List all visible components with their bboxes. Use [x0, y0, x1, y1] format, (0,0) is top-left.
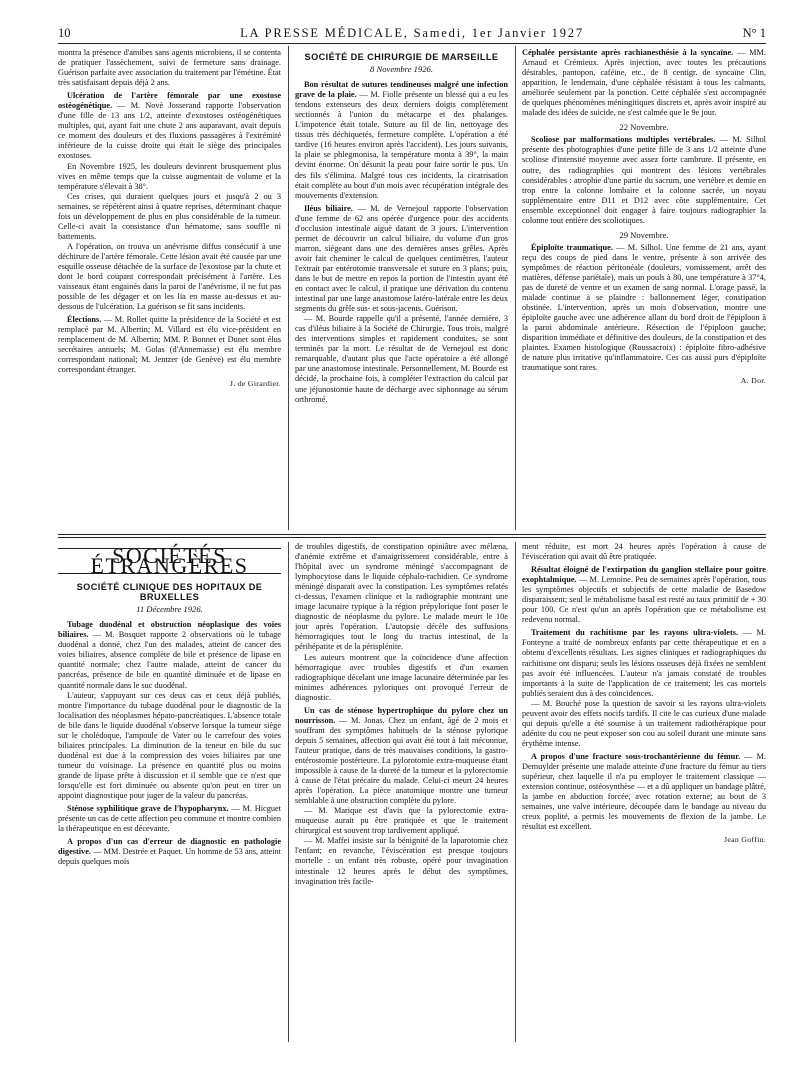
- article-text: — M. Jonas. Chez un enfant, âgé de 2 mois et souffrant des symptômes habituels de la sténose pylorique depuis 5 semaines, affection qui avait été tout à fait méconnue, l'auteur pratique, dans de très mauvaises conditions, la gastro-entérostomie postérieure. La pylorotomie extra-muqueuse étant impossible à cause de la dureté de la tumeur et la pylorectomie à cause de l'état précaire du malade. Celui-ci meurt 24 heures après l'opération. La pièce anatomique montre une tumeur semblable à une obstruction complète du pylore.: [295, 715, 508, 806]
- article-text: — M. Fonteyne a traité de nombreux enfants par cette thérapeutique et en a obtenu d'excellents résultats. Les signes cliniques et radiographiques du rachitisme ont disparu; seuls les lésions osseuses déjà fixées ne semblent pas avoir été influencées. L'auteur n'a jamais constaté de troubles importants à la suite de l'application de ce traitement; les cas mortels publiés seraient dus à des coïncidences.: [522, 628, 766, 698]
- section-title: SOCIÉTÉS ÉTRANGÈRES: [58, 548, 281, 574]
- article-title: Scoliose par malformations multiples vertébrales.: [531, 135, 716, 145]
- article-text: — M. Lemoine. Peu de semaines après l'opération, tous les symptômes objectifs et subjectifs de cette maladie de Basedow disparaissent; seul le métabolisme basal est resté au taux primitif de + 30 pour 100. Ce n'est qu'un an après l'opération que ce métabolisme est redevenu normal.: [522, 575, 766, 625]
- paragraph: — M. Marique est d'avis que la pylorectomie extra-muqueuse aurait pu être pratiquée et que le traitement chirurgical est souvent trop tardivement appliqué.: [295, 806, 508, 836]
- paragraph: — M. Maffei insiste sur la bénignité de la laparotomie chez l'enfant; en revanche, l'éviscération est presque toujours mortelle : un enfant très robuste, opéré pour invagination intestinale 12 heures après le début des symptômes, invagination très facile-: [295, 836, 508, 886]
- article-title: Épiploïte traumatique.: [531, 242, 613, 252]
- article-text: — M. Demuylder présente une malade atteinte d'une fracture du fémur au tiers supérieur, chez laquelle il n'a pu employer le traitement classique — extension continue, ostéosynthèse — et a dû appliquer un bandage plâtré, la jambe en abduction forcée, avec rotation externe; au bout de 3 semaines, une valve intérieure, découpée dans le bandage au niveau du creux poplité, a permis les mouvements de flexion de la jambe. Le résultat est excellent.: [522, 751, 766, 832]
- article-paragraph: [58, 620, 281, 690]
- paragraph: montra la présence d'amibes sans agents microbiens, il se contenta de pratiquer l'assèchement, suivi de fermeture sans drainage. Guérison parfaite avec association du traitement par l'émétine. État très satisfaisant depuis déjà 2 ans.: [58, 48, 281, 88]
- article-text: — M. Bosquet rapporte 2 observations où le tubage duodénal a donné, chez l'un des malades, atteint de cancer des voies biliaires, absence complète de bile et présence de lipase en quantité normale; chez l'autre malade, atteint de cancer du pancréas, présence de bile en quantité diminuée et de lipase en quantité normale dans le suc duodénal.: [58, 630, 281, 690]
- article-text: — M. Hicguet présente un cas de cette affection peu commune et montre combien la thérapeutique en est décevante.: [58, 804, 281, 834]
- paragraph: ment réduite, est mort 24 heures après l'opération à cause de l'éviscération qui avait dû être pratiquée.: [522, 542, 766, 562]
- article-title: Bon résultat de sutures tendineuses malgré une infection grave de la plaie.: [295, 80, 508, 100]
- article-paragraph: [58, 315, 281, 375]
- paragraph: Ces crises, qui duraient quelques jours et jusqu'à 2 ou 3 semaines, se répétèrent ainsi à quatre reprises, déterminant chaque fois un développement de plus en plus considérable de la tumeur. Celle-ci avait la consistance d'un hématome, sans souffle ni battements.: [58, 191, 281, 241]
- column-6: [522, 542, 766, 1042]
- signature: A. Dor.: [740, 376, 766, 386]
- column-divider: [515, 542, 516, 1042]
- signature: Jean Goffin.: [724, 835, 766, 845]
- article-paragraph: [522, 135, 766, 225]
- article-paragraph: [522, 628, 766, 698]
- session-date: 8 Novembre 1926.: [370, 64, 433, 75]
- paragraph: Les auteurs montrent que la coïncidence d'une affection hémorragique avec troubles digestifs et d'un examen radiographique décelant une image lacunaire déterminée par les minimes adhérences pyloriques ont provoqué l'erreur de diagnostic.: [295, 652, 508, 702]
- society-heading: SOCIÉTÉ DE CHIRURGIE DE MARSEILLE: [304, 52, 499, 62]
- article-title: Tubage duodénal et obstruction néoplasique des voies biliaires.: [58, 620, 281, 640]
- article-paragraph: [522, 243, 766, 374]
- article-paragraph: [522, 565, 766, 625]
- article-text: — M. Novè Josserand rapporte l'observation d'une fille de 13 ans 1/2, atteinte d'exostoses ostéogénétiques multiples, qui, ayant fait une chute 2 ans auparavant, avait depuis ce moment des douleurs et des fluxions passagères à l'extrémité inférieure de la cuisse droite qui était le siège des principales exostoses.: [58, 101, 281, 161]
- article-paragraph: [295, 80, 508, 201]
- article-title: Ulcération de l'artère fémorale par une exostose ostéogénétique.: [58, 91, 281, 111]
- article-text: — MM. Arnaud et Crémieux. Après injection, avec toutes les précautions désirables, pantopon, caféine, etc., de 8 centigr. de syncaïne Clin, apparition, le lendemain, d'une céphalée résistant à tous les calmants, améliorée seulement par la ponction. Cette céphalée s'est accompagnée de quelques phénomènes méningitiques discrets et, après avoir inspiré au malade des idées de suicide, ne s'est calmée que le 9e jour.: [522, 48, 766, 118]
- column-1: [58, 48, 281, 530]
- page-header: [58, 26, 766, 42]
- article-text: — M. Rollet quitte la présidence de la Société et est remplacé par M. Albertin; M. Villard est élu vice-président en remplacement de M. Albertin; MM. P. Bonnet et Dunet sont élus secrétaires annuels; M. Golas (d'Annemasse) est élu membre correspondant national; M. Jentzer (de Genève) est élu membre correspondant étranger.: [58, 315, 281, 375]
- article-paragraph: [295, 204, 508, 315]
- session-date: 22 Novembre.: [619, 122, 669, 133]
- journal-title: LA PRESSE MÉDICALE, Samedi, 1er Janvier 1927: [240, 26, 584, 40]
- article-title: Céphalée persistante après rachianesthésie à la syncaïne.: [522, 48, 734, 57]
- signature: J. de Girardier.: [229, 378, 281, 388]
- session-date: 29 Novembre.: [619, 229, 669, 240]
- paragraph: — M. Bouché pose la question de savoir si les rayons ultra-violets peuvent avoir des effets nocifs tardifs. Il cite le cas curieux d'une malade qui depuis qu'elle a été soumise à un traitement radiothérapique pour adénite du cou ne peut exposer son cou au soleil durant une minute sans érythème intense.: [522, 698, 766, 748]
- article-title: Résultat éloigné de l'extirpation du ganglion stellaire pour goitre exophtalmique.: [522, 565, 766, 585]
- paragraph: L'auteur, s'appuyant sur ces deux cas et ceux déjà publiés, montre l'importance du tubage duodénal pour le diagnostic de la localisation des néoplasmes hépato-pancréatiques. L'absence totale de bile dans le liquide duodénal s'observe lorsque la tumeur siège sur le cholédoque, l'ampoule de Vater ou le carrefour des voies biliaires principales. La diminution de la teneur en bile du suc duodénal est due à la compression des voies biliaires par une tumeur du voisinage. La présence en quantité plus ou moins grande de lipase prête à discussion et il semble que ce n'est que lorsqu'elle est fort diminuée ou absente qu'on peut en tirer un appoint diagnostique pour juger de la valeur du pancréas.: [58, 690, 281, 801]
- column-4: [58, 542, 281, 1042]
- article-title: A propos d'une fracture sous-trochantérienne du fémur.: [531, 751, 741, 761]
- article-text: — MM. Destrée et Paquet. Un homme de 53 ans, atteint depuis quelques mois: [58, 847, 281, 867]
- paragraph: A l'opération, on trouva un anévrisme diffus consécutif à une déchirure de l'artère fémorale. Cette lésion avait été causée par une esquille osseuse détachée de la surface de l'exostose par la chute et dont le bord coupant correspondait précisément à l'artère. Les vaisseaux étant engainés dans la paroi de l'anévrisme, il ne fut pas possible de les dégager et on les lia en masse au-dessus et au-dessous de l'ulcération. La guérison se fit sans incidents.: [58, 241, 281, 312]
- column-3: [522, 48, 766, 530]
- issue-number: N° 1: [742, 26, 766, 40]
- article-text: — M. Silhol. Une femme de 21 ans, ayant reçu des coups de pied dans le ventre, présente à son arrivée des symptômes de réaction péritonéale (douleurs, vomissement, arrêt des matières, défense pariétale), mais un pouls à 80, une température à 37°4, pas de dureté de ventre et un examen de sang normal. L'orage passé, la malade continue à se plaindre : ballonnement léger, constipation obstinée. L'intervention, après un mois d'observation, montre une épiploïte gauche avec une adhérence allant du bord droit de l'épiploon à la paroi abdominale antérieure. Résection de l'épiploon gauche; disparition immédiate et définitive des douleurs, de la constipation et des plaintes. Examen histologique (Roussacroix) : épiploïte fibro-adhésive de nature plus irritative qu'inflammatoire. Ces cas aussi purs d'épiploïte traumatique sont rares.: [522, 242, 766, 373]
- article-paragraph: [522, 48, 766, 118]
- header-rule: [58, 43, 766, 44]
- article-paragraph: [522, 752, 766, 832]
- article-paragraph: [58, 804, 281, 834]
- article-title: Traitement du rachitisme par les rayons ultra-violets.: [531, 628, 739, 638]
- section-rule: [58, 537, 766, 538]
- article-text: — M. de Vernejoul rapporte l'observation d'une femme de 62 ans opérée d'urgence pour des accidents d'occlusion intestinale aiguë datant de 3 jours. L'intervention permet de découvrir un calcul biliaire, du volume d'un gros marron, siégeant dans une des dernières anses grêles. Après avoir fait cheminer le calcul de quelques centimètres, l'auteur l'extrait par entérotomie transversale et suture en 3 plans; puis, dans le but de mettre en repos la portion de l'intestin ayant été en contact avec le calcul, il pratique une dérivation du contenu intestinal par une large anastomose latéro-latérale entre les deux segments du grêle sus- et sous-jacents. Guérison.: [295, 203, 508, 314]
- article-text: — M. Silhol présente des photographies d'une petite fille de 3 ans 1/2 atteinte d'une scoliose d'intensité moyenne avec assez forte cambrure. Il présente, en outre, des radiographies qui montrent des lésions vertébrales considérables : atrophie d'une partie du sacrum, une vertèbre et demie en trop entre la colonne lombaire et la colonne sacrée, un noyau supplémentaire entre D11 et D12 avec côte supplémentaire. Cet ensemble exceptionnel doit engager à faire toujours radiographier la colonne tout entière des scoliotiques.: [522, 135, 766, 225]
- article-title: A propos d'un cas d'erreur de diagnostic en pathologie digestive.: [58, 837, 281, 857]
- session-date: 11 Décembre 1926.: [136, 604, 203, 615]
- article-title: Sténose syphilitique grave de l'hypopharynx.: [67, 804, 229, 814]
- article-title: Élections.: [67, 315, 102, 325]
- column-5: [295, 542, 508, 1042]
- column-divider: [288, 46, 289, 530]
- article-paragraph: [58, 837, 281, 867]
- section-rule: [58, 534, 766, 535]
- column-2: [295, 48, 508, 530]
- article-paragraph: [58, 91, 281, 161]
- column-divider: [515, 46, 516, 530]
- paragraph: En Novembre 1925, les douleurs devinrent brusquement plus vives en même temps que la cuisse augmentait de volume et la température s'élevait à 38°.: [58, 161, 281, 191]
- column-divider: [288, 542, 289, 1042]
- page-number: 10: [58, 26, 71, 40]
- paragraph: de troubles digestifs, de constipation opiniâtre avec mélæna, d'anémie extrême et d'amaigrissement considérable, entre à l'hôpital avec un syndrome méningé s'accompagnant de lymphocytose dans le liquide céphalo-rachidien. Ce syndrome méningé disparait avec la constipation. Les symptômes relatés ci-dessus, l'examen clinique et la radiographie montrant une image lacunaire typique à la région prépylorique font poser le diagnostic de néoplasme du pylore. Le malade meurt le 10e jour après l'opération. L'autopsie décèle des suffusions hémorragiques tout le long du tractus intestinal, de la périhépatite et de la périsplénite.: [295, 542, 508, 652]
- article-text: — M. Fiolle présente un blessé qui a eu les tendons extenseurs des deux derniers doigts complètement sectionnés à l'union du métacarpe et des phalanges. L'impotence était totale. Suture au fil de lin, nettoyage des tissus très déchiquetés, fermeture complète. L'opération a été tardive (16 heures environ après l'accident). Les jours suivants, la plaie se phlegmonisa, la température monta à 39°, la main devint énorme. On désunit la peau pour faire sortir le pus. Un des fils s'élimina. Malgré tous ces incidents, la cicatrisation était complète au bout d'un mois avec récupération intégrale des mouvements d'extension.: [295, 90, 508, 200]
- society-heading: SOCIÉTÉ CLINIQUE DES HOPITAUX DE BRUXELLES: [76, 582, 263, 603]
- article-title: Un cas de sténose hypertrophique du pylore chez un nourrisson.: [295, 705, 508, 725]
- paragraph: — M. Bourde rappelle qu'il a présenté, l'année dernière, 3 cas d'iléus biliaire à la Société de Chirurgie. Tous trois, malgré des interventions simples et rapidement conduites, se sont terminés par la mort. Le résultat de de Vernejoul est donc remarquable, d'autant plus que l'acte opératoire a été allongé par une anastomose intestinale. Personnellement, M. Bourde est décidé, la prochaine fois, à compléter l'extraction du calcul par une jéjunostomie haute de décharge avec siphonnage au sérum orthromé.: [295, 314, 508, 404]
- article-title: Iléus biliaire.: [304, 203, 353, 213]
- article-paragraph: [295, 706, 508, 806]
